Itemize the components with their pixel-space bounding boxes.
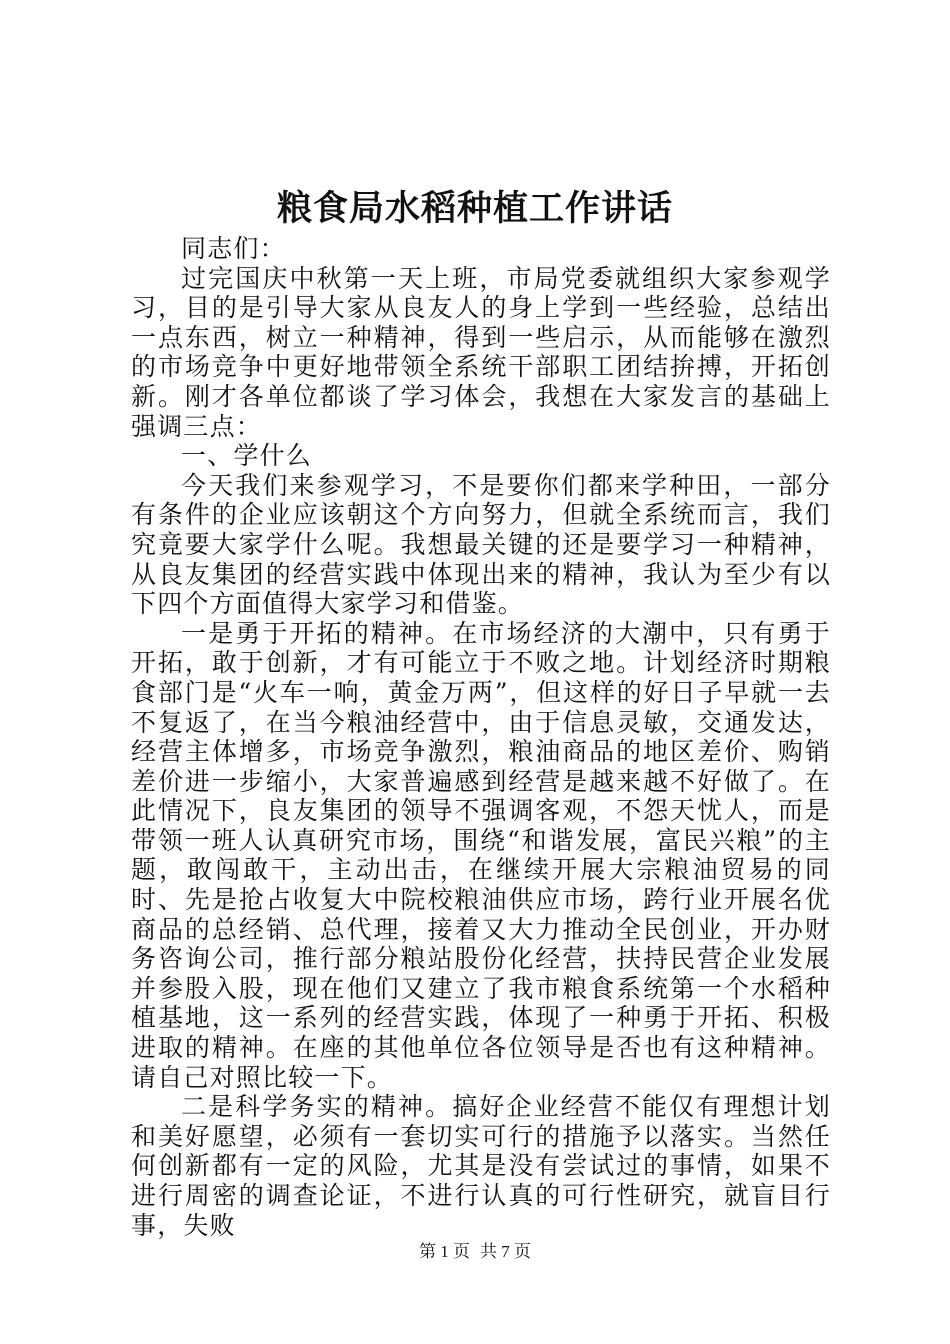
document-title: 粮食局水稻种植工作讲话 [276, 188, 673, 229]
body-paragraph: 一是勇于开拓的精神。在市场经济的大潮中，只有勇于开拓，敢于创新，才有可能立于不败之地。计划经济时期粮食部门是“火车一响，黄金万两”，但这样的好日子早就一去不复返了，在当今粮油经营中，由于信息灵敏，交通发达，经营主体增多，市场竞争激烈，粮油商品的地区差价、购销差价进一步缩小，大家普遍感到经营是越来越不好做了。在此情况下，良友集团的领导不强调客观，不怨天忧人，而是带领一班人认真研究市场，围绕“和谐发展，富民兴粮”的主题，敢闯敢干，主动出击，在继续开展大宗粮油贸易的同时、先是抢占收复大中院校粮油供应市场，跨行业开展名优商品的总经销、总代理，接着又大力推动全民创业，开办财务咨询公司，推行部分粮站股份化经营，扶持民营企业发展并参股入股，现在他们又建立了我市粮食系统第一个水稻种植基地，这一系列的经营实践，体现了一种勇于开拓、积极进取的精神。在座的其他单位各位领导是否也有这种精神。请自己对照比较一下。 [131, 618, 831, 1092]
body-paragraph: 过完国庆中秋第一天上班，市局党委就组织大家参观学习，目的是引导大家从良友人的身上学到一些经验，总结出一点东西，树立一种精神，得到一些启示，从而能够在激烈的市场竞争中更好地带领全系统干部职工团结拚搏，开拓创新。刚才各单位都谈了学习体会，我想在大家发言的基础上强调三点： [131, 263, 831, 441]
page-total: 共 7 页 [480, 1242, 531, 1261]
body-paragraph: 二是科学务实的精神。搞好企业经营不能仅有理想计划和美好愿望，必须有一套切实可行的措施予以落实。当然任何创新都有一定的风险，尤其是没有尝试过的事情，如果不进行周密的调查论证，不进行认真的可行性研究，就盲目行事，失败 [131, 1092, 831, 1240]
body-paragraph: 今天我们来参观学习，不是要你们都来学种田，一部分有条件的企业应该朝这个方向努力，但就全系统而言，我们究竟要大家学什么呢。我想最关键的还是要学习一种精神，从良友集团的经营实践中体现出来的精神，我认为至少有以下四个方面值得大家学习和借鉴。 [131, 470, 831, 619]
page-number: 第 1 页 [419, 1242, 470, 1261]
salutation: 同志们： [181, 234, 286, 263]
section-heading: 一、学什么 [181, 441, 313, 471]
document-body [131, 234, 831, 1240]
page-footer [0, 1240, 950, 1264]
